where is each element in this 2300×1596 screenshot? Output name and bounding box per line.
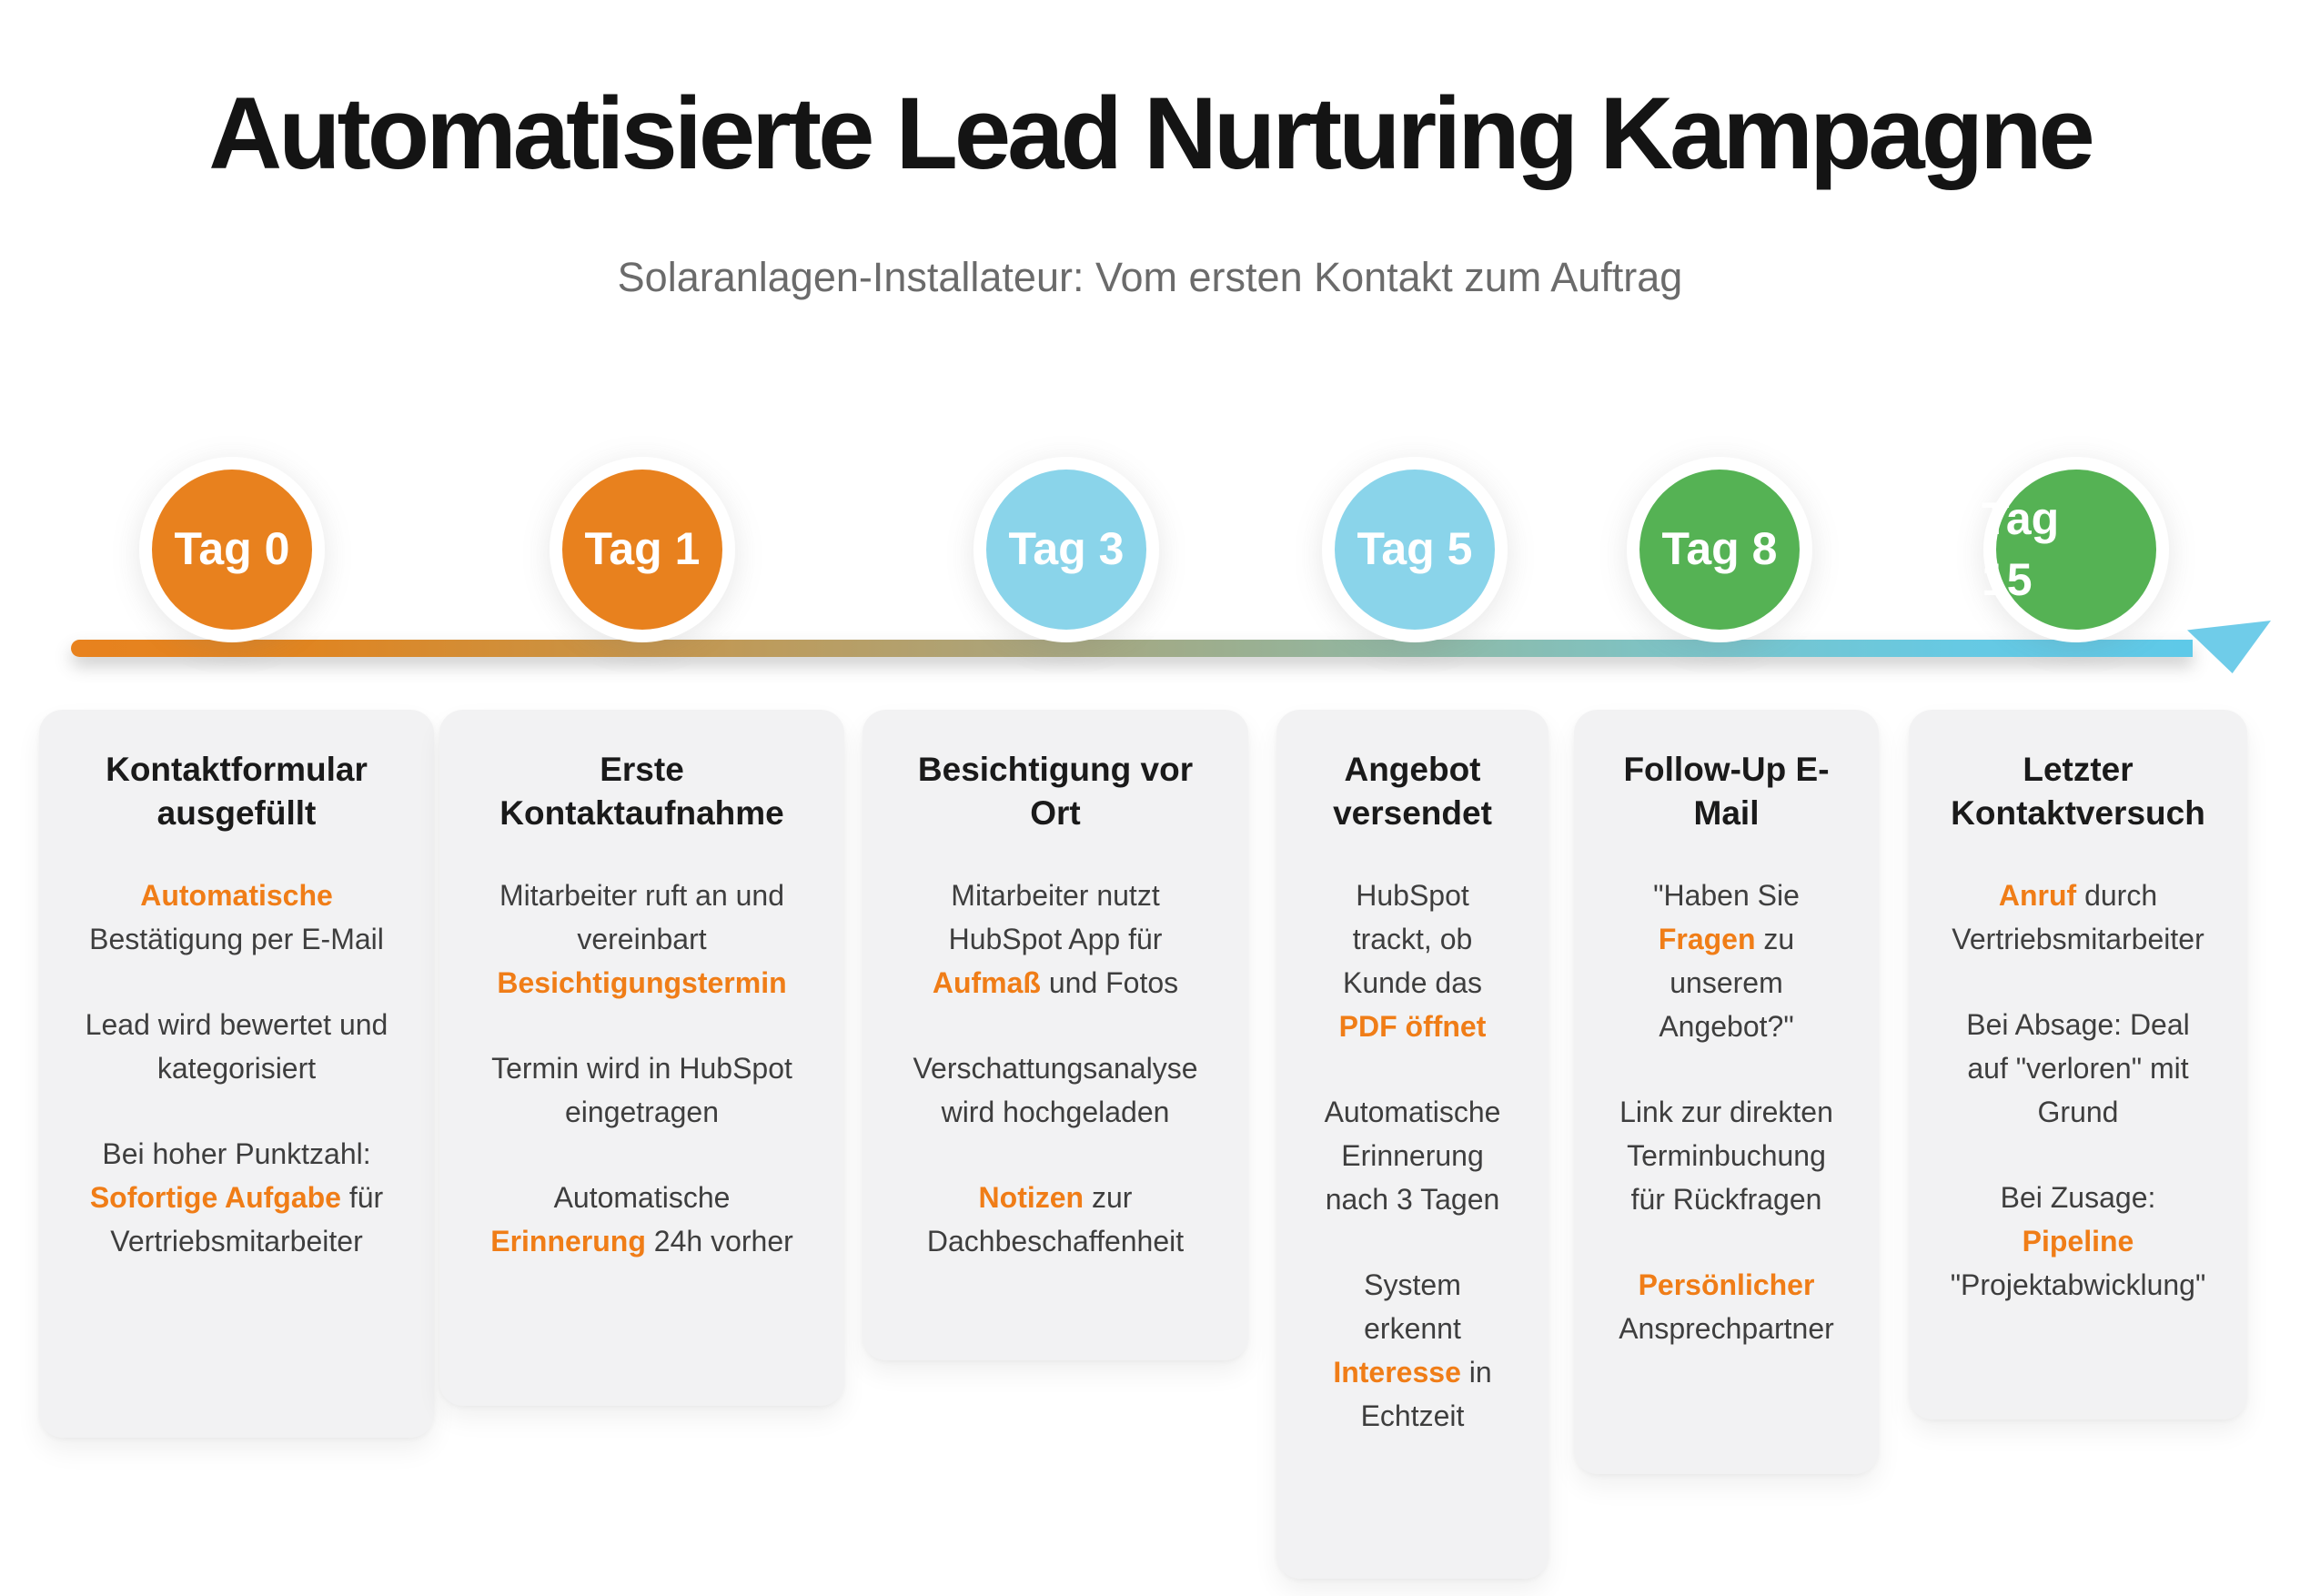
card-paragraph — [1949, 874, 2207, 961]
card-title: Erste Kontaktaufnahme — [499, 751, 784, 833]
body-text: "Haben Sie — [1653, 879, 1800, 913]
highlight-text: PDF öffnet — [1338, 1010, 1487, 1044]
highlight-text: Anruf — [1998, 879, 2077, 913]
highlight-text: Aufmaß — [932, 966, 1041, 1000]
card-title: Besichtigung vor Ort — [917, 751, 1194, 833]
card-paragraph — [1949, 1003, 2207, 1134]
card-paragraph — [1316, 1090, 1508, 1221]
highlight-text: Interesse — [1333, 1356, 1461, 1389]
card-paragraph — [479, 1176, 804, 1263]
highlight-text: Persönlicher — [1638, 1268, 1815, 1302]
stage-card-1 — [39, 710, 434, 1438]
card-paragraph — [1614, 1263, 1839, 1350]
card-paragraph — [479, 874, 804, 1005]
body-text: Mitarbeiter nutzt HubSpot App für — [948, 879, 1163, 956]
timeline-arrowhead-icon — [2187, 621, 2271, 673]
card-paragraph — [1949, 1176, 2207, 1307]
card-paragraph — [79, 874, 394, 961]
stage-card-4 — [1276, 710, 1548, 1579]
highlight-text: Erinnerung — [490, 1225, 646, 1258]
card-paragraph — [1614, 874, 1839, 1048]
body-text: durch Vertriebsmitarbeiter — [1952, 879, 2204, 956]
body-text: Termin wird in HubSpot eingetragen — [491, 1052, 792, 1129]
highlight-text: Sofortige Aufgabe — [89, 1181, 341, 1215]
timeline-circle-tag-15 — [1982, 470, 2156, 630]
body-text: HubSpot trackt, ob Kunde das — [1342, 879, 1482, 1000]
body-text: zu unserem Angebot?" — [1659, 923, 1795, 1044]
body-text: Lead wird bewertet und kategorisiert — [85, 1008, 388, 1086]
body-text: Automatische — [553, 1181, 731, 1215]
body-text: "Projektabwicklung" — [1950, 1268, 2206, 1302]
body-text: System erkennt — [1364, 1268, 1461, 1346]
body-text: in Echtzeit — [1360, 1356, 1492, 1433]
body-text: zur Dachbeschaffenheit — [926, 1181, 1185, 1258]
card-title: Kontaktformular ausgefüllt — [106, 751, 368, 833]
card-paragraph — [79, 1132, 394, 1263]
timeline-circle-tag-8 — [1639, 470, 1800, 630]
timeline-circle-tag-1 — [562, 470, 722, 630]
stage-card-3 — [862, 710, 1248, 1360]
body-text: Verschattungsanalyse wird hochgeladen — [913, 1052, 1198, 1129]
body-text: Link zur direkten Terminbuchung für Rückfragen — [1619, 1096, 1833, 1217]
highlight-text: Besichtigungstermin — [497, 966, 787, 1000]
card-paragraph — [903, 874, 1208, 1005]
timeline-circle-label: Tag 15 — [1982, 492, 2060, 605]
card-title: Follow-Up E-Mail — [1623, 751, 1830, 833]
page-title: Automatisierte Lead Nurturing Kampagne — [208, 76, 2092, 190]
card-title: Angebot versendet — [1333, 751, 1492, 833]
body-text: Bei Absage: Deal auf "verloren" mit Grund — [1966, 1008, 2190, 1129]
stage-card-6 — [1909, 710, 2247, 1419]
card-paragraph — [1316, 1263, 1508, 1438]
timeline-circle-tag-0 — [152, 470, 312, 630]
stage-card-5 — [1574, 710, 1879, 1474]
card-paragraph — [479, 1046, 804, 1134]
body-text: Bei Zusage: — [2000, 1181, 2156, 1215]
highlight-text: Automatische — [140, 879, 333, 913]
card-paragraph — [79, 1003, 394, 1090]
highlight-text: Pipeline — [2022, 1225, 2134, 1258]
timeline-circle-tag-5 — [1335, 470, 1495, 630]
card-paragraph — [903, 1176, 1208, 1263]
body-text: 24h vorher — [645, 1225, 793, 1258]
body-text: Mitarbeiter ruft an und vereinbart — [499, 879, 785, 956]
body-text: für Vertriebsmitarbeiter — [110, 1181, 384, 1258]
timeline-circle-label: Tag 1 — [584, 523, 701, 575]
timeline-circle-label: Tag 0 — [174, 523, 290, 575]
card-paragraph — [903, 1046, 1208, 1134]
body-text: Bei hoher Punktzahl: — [102, 1137, 371, 1171]
card-paragraph — [1614, 1090, 1839, 1221]
highlight-text: Notizen — [978, 1181, 1084, 1215]
timeline-line — [71, 640, 2193, 657]
body-text: Ansprechpartner — [1619, 1312, 1834, 1346]
body-text: und Fotos — [1040, 966, 1179, 1000]
timeline-circle-label: Tag 8 — [1661, 523, 1778, 575]
highlight-text: Fragen — [1658, 923, 1756, 956]
timeline-circle-tag-3 — [986, 470, 1146, 630]
card-paragraph — [1316, 874, 1508, 1048]
timeline-circle-label: Tag 3 — [1008, 523, 1125, 575]
stage-card-2 — [439, 710, 844, 1406]
body-text: Automatische Erinnerung nach 3 Tagen — [1324, 1096, 1501, 1217]
timeline-circle-label: Tag 5 — [1357, 523, 1473, 575]
page-subtitle: Solaranlagen-Installateur: Vom ersten Kontakt zum Auftrag — [617, 254, 1683, 300]
body-text: Bestätigung per E-Mail — [89, 923, 384, 956]
card-title: Letzter Kontaktversuch — [1951, 751, 2205, 833]
